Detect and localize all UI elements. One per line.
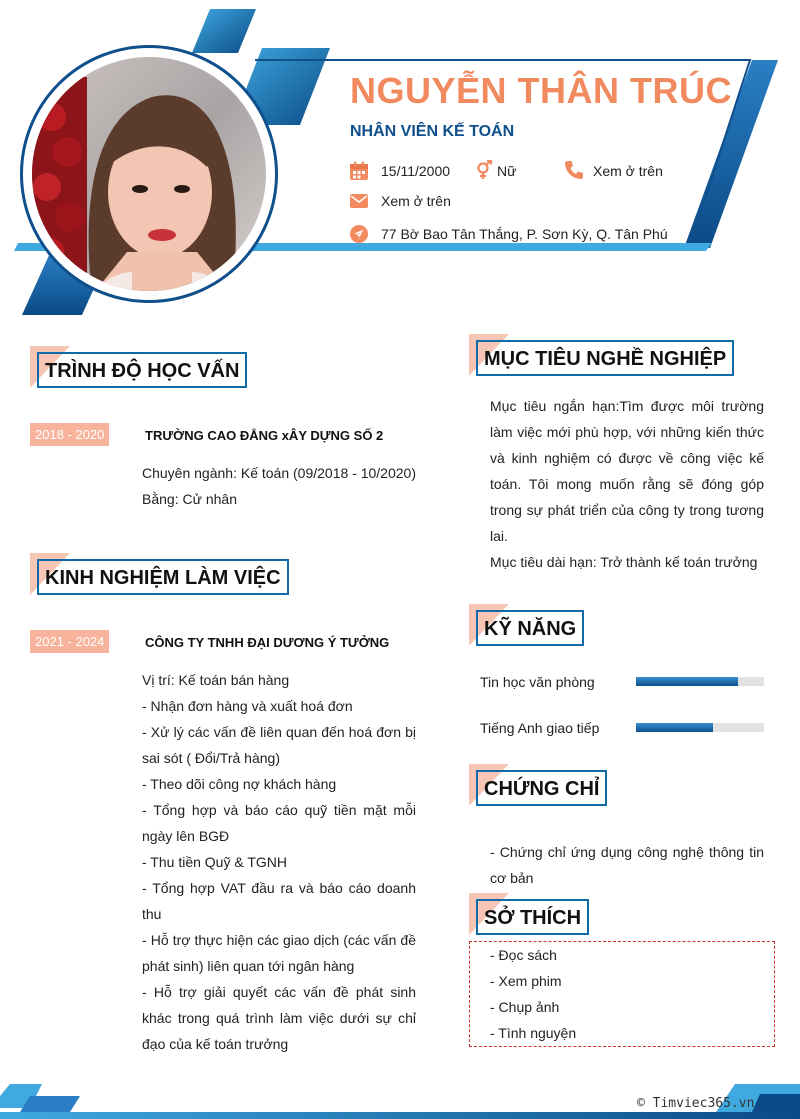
address: 77 Bờ Bao Tân Thắng, P. Sơn Kỳ, Q. Tân Phú: [381, 226, 668, 242]
skill-bar: [636, 723, 764, 732]
phone-icon: [564, 160, 584, 180]
skill-label: Tin học văn phòng: [480, 674, 595, 690]
education-line: Bằng: Cử nhân: [142, 491, 237, 507]
hobby-item: - Xem phim: [490, 973, 562, 989]
candidate-role: NHÂN VIÊN KẾ TOÁN: [350, 123, 515, 140]
candidate-name: NGUYỄN THÂN TRÚC: [350, 70, 732, 111]
objective-details: [490, 393, 764, 575]
gender-icon: [474, 160, 494, 180]
experience-line: - Hỗ trợ thực hiện các giao dịch (các vấn đề phát sinh) liên quan tới ngân hàng: [142, 932, 416, 974]
location-icon: [349, 224, 369, 244]
objective-short-term: Mục tiêu ngắn hạn:Tìm được môi trường làm việc mới phù hợp, với những kiến thức và kinh nghiệm có được về công việc kế toán. Tôi mong muốn rằng sẽ đóng góp trong sự phát triển của công ty trong tương lai.: [490, 398, 764, 544]
experience-line: - Xử lý các vấn đề liên quan đến hoá đơn bị sai sót ( Đổi/Trả hàng): [142, 724, 416, 766]
experience-line: - Tổng hợp và báo cáo quỹ tiền mặt mỗi ngày lên BGĐ: [142, 802, 416, 844]
education-years: 2018 - 2020: [30, 423, 109, 446]
hobby-item: - Đọc sách: [490, 947, 557, 963]
objective-long-term: Mục tiêu dài hạn: Trở thành kế toán trưởng: [490, 554, 758, 570]
experience-details: [142, 667, 416, 1057]
email: Xem ở trên: [381, 193, 451, 209]
education-school: TRƯỜNG CAO ĐẲNG xÂY DỰNG SỐ 2: [145, 428, 384, 443]
experience-line: - Thu tiền Quỹ & TGNH: [142, 854, 287, 870]
skill-label: Tiếng Anh giao tiếp: [480, 720, 600, 736]
avatar: [30, 55, 268, 293]
hobby-item: - Chụp ảnh: [490, 999, 560, 1015]
education-line: Chuyên ngành: Kế toán (09/2018 - 10/2020): [142, 465, 416, 481]
watermark: © Timviec365.vn: [637, 1096, 755, 1111]
experience-line: - Theo dõi công nợ khách hàng: [142, 776, 337, 792]
experience-line: Vị trí: Kế toán bán hàng: [142, 672, 290, 688]
experience-line: - Hỗ trợ giải quyết các vấn đề phát sinh khác trong quá trình làm việc dưới sự chỉ đạo của kế toán trưởng: [142, 984, 416, 1052]
hobbies-list: [490, 942, 764, 1046]
experience-line: - Nhận đơn hàng và xuất hoá đơn: [142, 698, 353, 714]
phone: Xem ở trên: [593, 163, 663, 179]
section-title-hobbies: SỞ THÍCH: [476, 899, 589, 935]
experience-company: CÔNG TY TNHH ĐẠI DƯƠNG Ý TƯỞNG: [145, 635, 390, 650]
certificate-item: - Chứng chỉ ứng dụng công nghệ thông tin cơ bản: [490, 844, 764, 886]
hobby-item: - Tình nguyện: [490, 1025, 577, 1041]
email-icon: [349, 191, 369, 211]
section-title-experience: KINH NGHIỆM LÀM VIỆC: [37, 559, 289, 595]
skill-bar-fill: [636, 723, 713, 732]
experience-line: - Tổng hợp VAT đầu ra và báo cáo doanh thu: [142, 880, 416, 922]
education-details: [142, 460, 416, 512]
section-title-education: TRÌNH ĐỘ HỌC VẤN: [37, 352, 247, 388]
skill-bar-fill: [636, 677, 738, 686]
section-title-skills: KỸ NĂNG: [476, 610, 584, 646]
section-title-objective: MỤC TIÊU NGHỀ NGHIỆP: [476, 340, 734, 376]
certificates-details: [490, 839, 764, 891]
calendar-icon: [349, 161, 369, 181]
skill-bar: [636, 677, 764, 686]
gender: Nữ: [497, 163, 517, 179]
experience-years: 2021 - 2024: [30, 630, 109, 653]
birthdate: 15/11/2000: [381, 163, 451, 179]
section-title-certificates: CHỨNG CHỈ: [476, 770, 607, 806]
